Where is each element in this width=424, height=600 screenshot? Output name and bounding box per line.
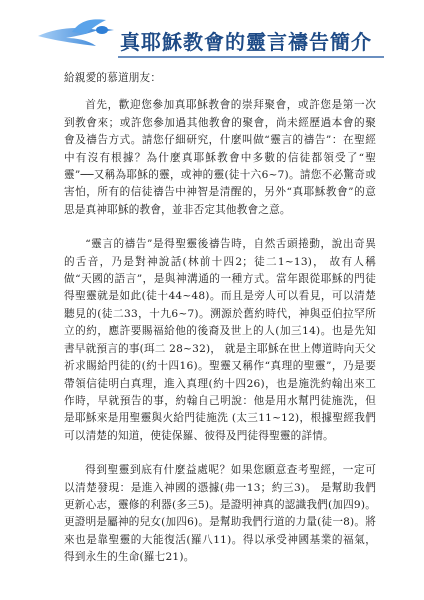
title-underline	[118, 56, 384, 58]
paragraph-3: 得到聖靈到底有什麼益處呢？如果您願意查考聖經，一定可以清楚發現：是進入神國的憑據(弗一13；約三3)。 是幫助我們更新心志，靈修的利器(多三5)。是證明神真的認識我們(加四9)。更證明是屬神的兒女(加四6)。是幫助我們行道的力量(徒一8)。將來也是靠聖靈的大能復活(羅八11)。得以承受神國基業的福氣，得到永生的生命(羅七21)。	[64, 464, 376, 564]
document-body	[64, 70, 376, 584]
paragraph-2: “靈言的禱告”是得聖靈後禱告時，自然舌頭捲動，說出奇異的舌音，乃是對神說話(林前十四2；徒二1~13)， 故有人稱做“天國的語言”，是與神溝通的一種方式。當年跟從耶穌的門徒得聖靈就是如此(徒十44~48)。而且是旁人可以看見，可以清楚聽見的(徒二33，十九6~7)。溯源於舊約時代，神與亞伯拉罕所立的約，應許要賜福給他的後裔及世上的人(加三14)。也是先知書早就預言的事(珥二 28~32)， 就是主耶穌在世上傳道時向天父祈求賜給門徒的(約十四16)。聖靈又稱作“真理的聖靈”，乃是要帶領信徒明白真理，進入真理(約十四26)，也是施洗約翰出來工作時，早就預告的事，約翰自己明說：他是用水幫門徒施洗，但是耶穌來是用聖靈與火給門徒施洗 (太三11~12)，根據聖經我們可以清楚的知道，使徒保羅、彼得及門徒得聖靈的詳情。	[64, 238, 376, 442]
page-title: 真耶穌教會的靈言禱告簡介	[120, 30, 372, 54]
page-header	[0, 0, 424, 62]
paragraph-1: 首先，歡迎您參加真耶穌教會的崇拜聚會，或許您是第一次到教會來；或許您參加過其他教會的聚會，尚未經歷過本會的聚會及禱告方式。請您仔細研究，什麼叫做“靈言的禱告”：在聖經中有沒有根據？為什麼真耶穌教會中多數的信徒都領受了“聖靈”──又稱為耶穌的靈，或神的靈(徒十六6~7)。請您不必驚奇或害怕，所有的信徒禱告中神智是清醒的，另外“真耶穌教會”的意思是真神耶穌的教會，並非否定其他教會之意。	[64, 99, 376, 216]
greeting-line: 給親愛的慕道朋友：	[64, 72, 162, 84]
dove-logo-icon	[36, 16, 116, 52]
